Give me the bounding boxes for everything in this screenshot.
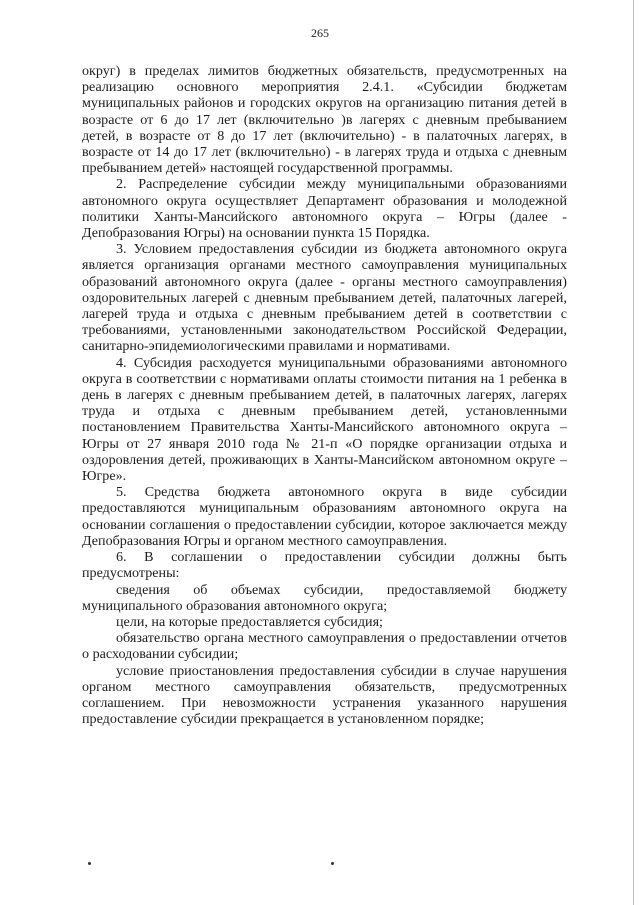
scan-speck [88, 862, 91, 865]
document-body [82, 63, 567, 727]
paragraph-5: 5. Средства бюджета автономного округа в виде субсидии предоставляются муниципальным образованиям автономного округа на основании соглашения о предоставлении субсидии, которое заключается между Депобразования Югры и органом местного самоуправления. [82, 484, 567, 549]
page-edge-line [633, 0, 634, 905]
scan-speck [331, 862, 334, 865]
list-item-reports: обязательство органа местного самоуправления о предоставлении отчетов о расходовании субсидии; [82, 630, 567, 663]
paragraph-continuation: округ) в пределах лимитов бюджетных обязательств, предусмотренных на реализацию основного мероприятия 2.4.1. «Субсидии бюджетам муниципальных районов и городских округов на организацию питания детей в возрасте от 6 до 17 лет (включительно )в лагерях с дневным пребыванием детей, в возрасте от 8 до 17 лет (включительно) - в палаточных лагерях, в возрасте от 14 до 17 лет (включительно) - в лагерях труда и отдыха с дневным пребыванием детей» настоящей государственной программы. [82, 63, 567, 177]
paragraph-2: 2. Распределение субсидии между муниципальными образованиями автономного округа осуществляет Департамент образования и молодежной политики Ханты-Мансийского автономного округа – Югры (далее - Депобразования Югры) на основании пункта 15 Порядка. [82, 176, 567, 242]
list-item-purposes: цели, на которые предоставляется субсидия; [116, 613, 383, 630]
list-item-suspension: условие приостановления предоставления субсидии в случае нарушения органом местного самоуправления обязательств, предусмотренных соглашением. При невозможности устранения указанного нарушения предоставление субсидии прекращается в установленном порядке; [82, 662, 567, 728]
paragraph-4: 4. Субсидия расходуется муниципальными образованиями автономного округа в соответствии с нормативами оплаты стоимости питания на 1 ребенка в день в лагерях с дневным пребыванием детей, в палаточных лагерях, лагерях труда и отдыха с дневным пребыванием детей, установленными постановлением Правительства Ханты-Мансийского автономного округа – Югры от 27 января 2010 года № 21-п «О порядке организации отдыха и оздоровления детей, проживающих в Ханты-Мансийском автономном округе – Югре». [82, 354, 567, 485]
paragraph-3: 3. Условием предоставления субсидии из бюджета автономного округа является организация органами местного самоуправления муниципальных образований автономного округа (далее - органы местного самоуправления) оздоровительных лагерей с дневным пребыванием детей, палаточных лагерей, лагерей труда и отдыха с дневным пребыванием детей в соответствии с требованиями, установленными законодательством Российской Федерации, санитарно-эпидемиологическими правилами и нормативами. [82, 241, 567, 355]
page-number: 265 [311, 26, 329, 40]
list-item-volumes: сведения об объемах субсидии, предоставляемой бюджету муниципального образования автономного округа; [82, 581, 567, 614]
paragraph-6: 6. В соглашении о предоставлении субсидии должны быть предусмотрены: [82, 549, 567, 582]
